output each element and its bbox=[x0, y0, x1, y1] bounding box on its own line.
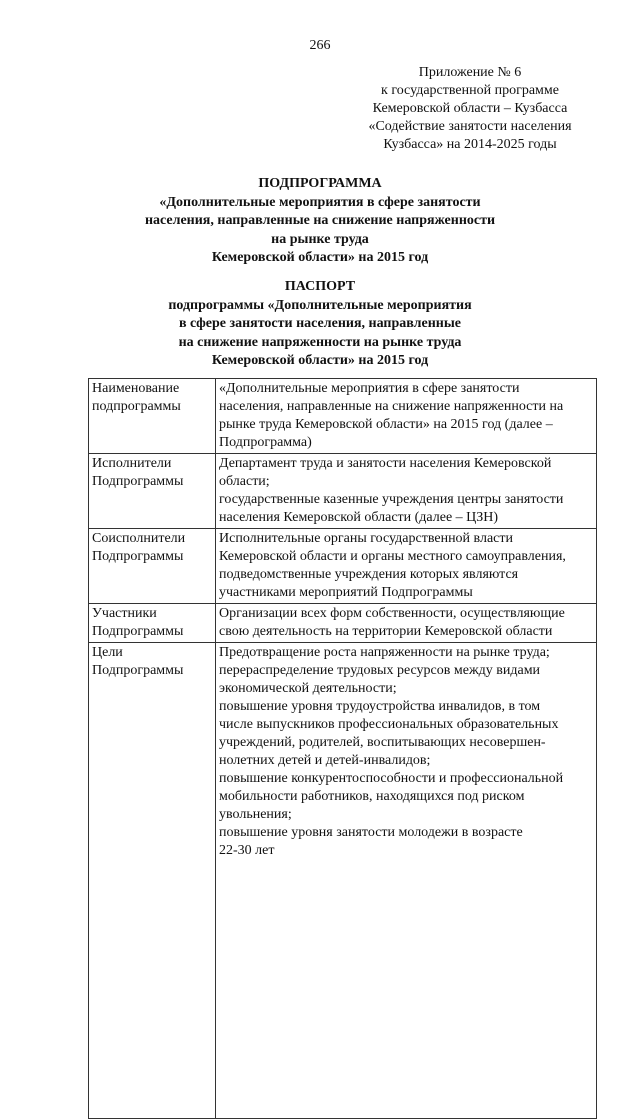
heading-line: Кемеровской области» на 2015 год bbox=[211, 353, 429, 368]
content-line: участниками мероприятий Подпрограммы bbox=[219, 585, 473, 600]
row-content bbox=[216, 529, 597, 604]
heading-line: подпрограммы «Дополнительные мероприятия bbox=[168, 297, 472, 313]
table-row bbox=[89, 379, 597, 454]
content-line: подведомственные учреждения которых являются bbox=[219, 567, 519, 582]
passport-heading bbox=[120, 278, 520, 371]
content-line: Организации всех форм собственности, осуществляющие bbox=[219, 606, 565, 621]
content-line: «Дополнительные мероприятия в сфере занятости bbox=[219, 381, 520, 396]
content-line: населения Кемеровской области (далее – ЦЗН) bbox=[219, 510, 499, 525]
content-line: повышение уровня занятости молодежи в возрасте bbox=[219, 825, 523, 840]
appendix-line: Кузбасса» на 2014-2025 годы bbox=[383, 137, 557, 152]
heading-line: Кемеровской области» на 2015 год bbox=[211, 250, 429, 265]
content-line: населения, направленные на снижение напряженности на bbox=[219, 399, 564, 414]
row-content bbox=[216, 454, 597, 529]
row-label bbox=[89, 604, 216, 643]
table-row bbox=[89, 529, 597, 604]
appendix-line: «Содействие занятости населения bbox=[368, 119, 572, 134]
table-row bbox=[89, 604, 597, 643]
row-label bbox=[89, 379, 216, 454]
content-line: экономической деятельности; bbox=[219, 681, 397, 696]
content-line: мобильности работников, находящихся под риском bbox=[219, 789, 525, 804]
heading-line: в сфере занятости населения, направленные bbox=[178, 316, 461, 331]
row-label bbox=[89, 529, 216, 604]
label-line: Участники bbox=[92, 606, 157, 621]
content-line: числе выпускников профессиональных образовательных bbox=[219, 717, 559, 732]
heading-line: населения, направленные на снижение напряженности bbox=[144, 213, 496, 228]
appendix-line: Кемеровской области – Кузбасса bbox=[372, 101, 568, 116]
passport-table bbox=[88, 378, 597, 1119]
heading-line: на снижение напряженности на рынке труда bbox=[178, 334, 462, 350]
content-line: Предотвращение роста напряженности на рынке труда; bbox=[219, 645, 550, 660]
heading-line: ПАСПОРТ bbox=[284, 279, 356, 294]
content-line: нолетних детей и детей-инвалидов; bbox=[219, 753, 431, 768]
appendix-line: к государственной программе bbox=[381, 83, 559, 98]
label-line: подпрограммы bbox=[92, 399, 181, 414]
content-line: Кемеровской области и органы местного самоуправления, bbox=[219, 549, 566, 564]
content-line: Подпрограмма) bbox=[219, 435, 312, 450]
content-line: Департамент труда и занятости населения Кемеровской bbox=[219, 456, 552, 471]
label-line: Цели bbox=[92, 645, 123, 660]
content-line: 22-30 лет bbox=[219, 843, 275, 858]
page-number: 266 bbox=[309, 38, 331, 53]
row-label bbox=[89, 643, 216, 1119]
subprogram-heading bbox=[120, 175, 520, 268]
heading-line: на рынке труда bbox=[271, 231, 369, 247]
appendix-reference bbox=[350, 64, 590, 154]
content-line: перераспределение трудовых ресурсов между видами bbox=[219, 663, 541, 678]
content-line: повышение уровня трудоустройства инвалидов, в том bbox=[219, 699, 541, 714]
content-line: рынке труда Кемеровской области» на 2015 год (далее – bbox=[219, 417, 553, 432]
appendix-line: Приложение № 6 bbox=[418, 65, 522, 80]
heading-line: «Дополнительные мероприятия в сфере занятости bbox=[159, 194, 481, 210]
row-content bbox=[216, 604, 597, 643]
label-line: Подпрограммы bbox=[92, 624, 184, 639]
content-line: области; bbox=[219, 474, 270, 489]
row-label bbox=[89, 454, 216, 529]
content-line: свою деятельность на территории Кемеровской области bbox=[219, 624, 553, 639]
label-line: Подпрограммы bbox=[92, 549, 184, 564]
table-row bbox=[89, 643, 597, 1119]
label-line: Соисполнители bbox=[92, 531, 186, 546]
row-content bbox=[216, 379, 597, 454]
label-line: Исполнители bbox=[92, 456, 172, 471]
content-line: учреждений, родителей, воспитывающих несовершен- bbox=[219, 735, 546, 750]
label-line: Наименование bbox=[92, 381, 180, 396]
content-line: увольнения; bbox=[219, 807, 292, 822]
label-line: Подпрограммы bbox=[92, 663, 184, 678]
content-line: государственные казенные учреждения центры занятости bbox=[219, 492, 564, 507]
heading-line: ПОДПРОГРАММА bbox=[258, 176, 382, 191]
row-content bbox=[216, 643, 597, 1119]
table-row bbox=[89, 454, 597, 529]
label-line: Подпрограммы bbox=[92, 474, 184, 489]
content-line: повышение конкурентоспособности и профессиональной bbox=[219, 771, 564, 786]
content-line: Исполнительные органы государственной власти bbox=[219, 531, 513, 546]
